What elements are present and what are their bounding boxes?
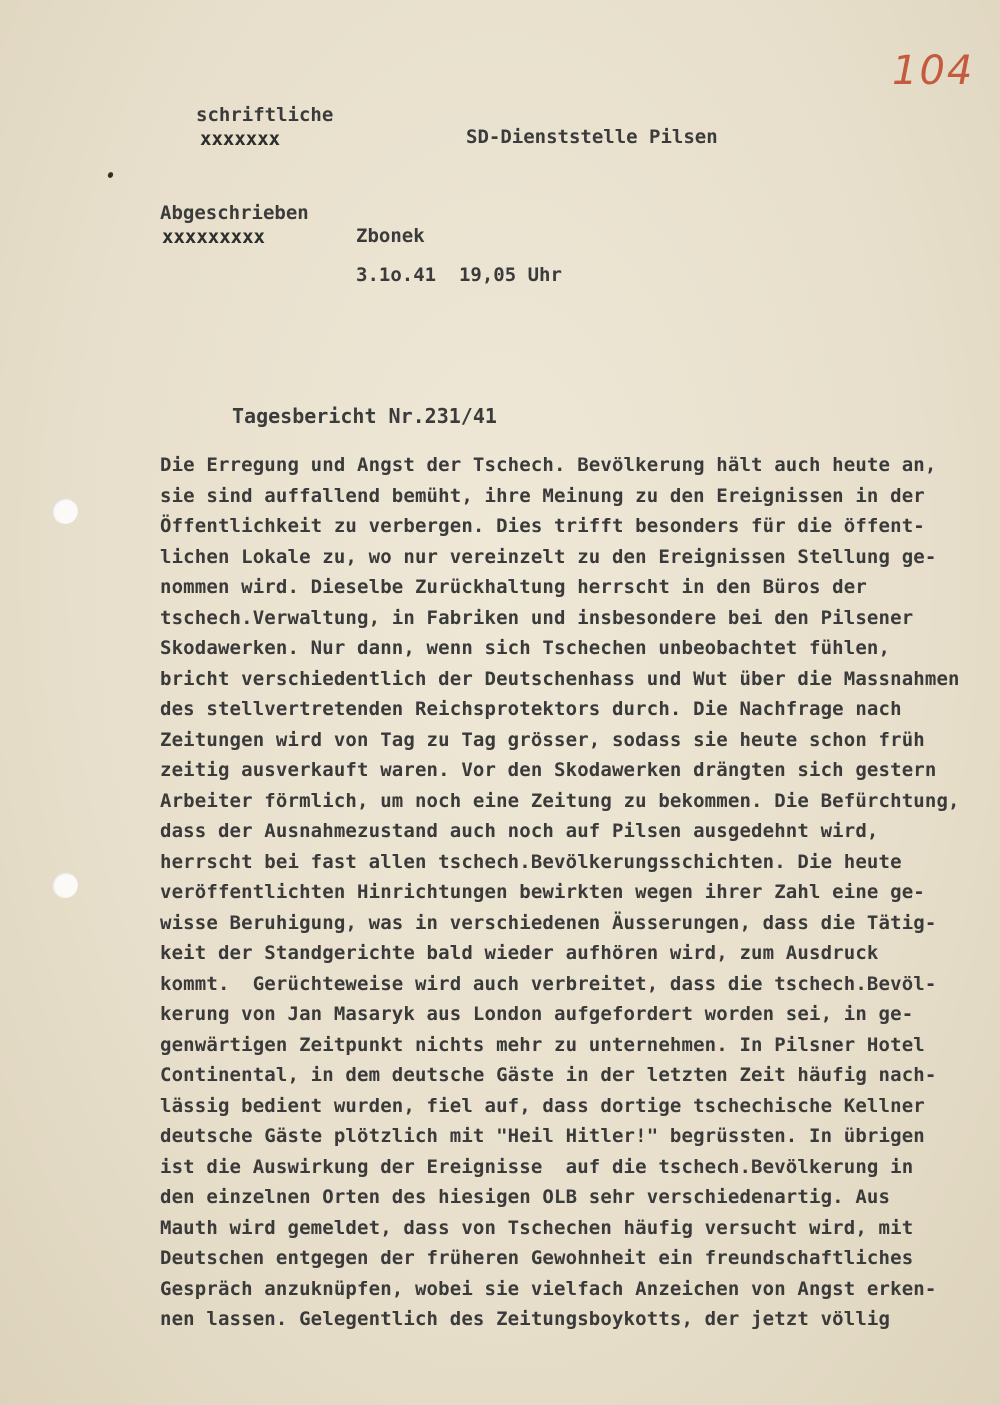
- body-line: Öffentlichkeit zu verbergen. Dies trifft besonders für die öffent-: [160, 515, 925, 537]
- body-line: kommt. Gerüchteweise wird auch verbreitet, dass die tschech.Bevöl-: [160, 972, 937, 995]
- body-line: Die Erregung und Angst der Tschech. Bevölkerung hält auch heute an,: [160, 454, 937, 476]
- body-line: genwärtigen Zeitpunkt nichts mehr zu unternehmen. In Pilsner Hotel: [160, 1033, 925, 1056]
- body-line: Deutschen entgegen der früheren Gewohnheit ein freundschaftliches: [160, 1247, 914, 1269]
- body-line: des stellvertretenden Reichsprotektors durch. Die Nachfrage nach: [160, 698, 902, 720]
- header-left-label: schriftliche: [196, 104, 334, 126]
- office-name: SD-Dienststelle Pilsen: [466, 126, 718, 148]
- body-line: tschech.Verwaltung, in Fabriken und insbesondere bei den Pilsener: [160, 606, 914, 629]
- punch-hole-top: [52, 498, 78, 524]
- author-name: Zbonek: [356, 225, 425, 247]
- ink-mark: [107, 171, 114, 179]
- body-line: lichen Lokale zu, wo nur vereinzelt zu den Ereignissen Stellung ge-: [160, 545, 937, 568]
- body-line: nommen wird. Dieselbe Zurückhaltung herrscht in den Büros der: [160, 576, 867, 598]
- punch-hole-bottom: [52, 872, 78, 898]
- body-line: lässig bedient wurden, fiel auf, dass dortige tschechische Kellner: [160, 1094, 925, 1117]
- body-line: Arbeiter förmlich, um noch eine Zeitung zu bekommen. Die Befürchtung,: [160, 789, 960, 812]
- body-line: Skodawerken. Nur dann, wenn sich Tschechen unbeobachtet fühlen,: [160, 637, 891, 659]
- body-line: kerung von Jan Masaryk aus London aufgefordert worden sei, in ge-: [160, 1003, 914, 1025]
- report-date-time: 3.1o.41 19,05 Uhr: [356, 264, 562, 286]
- body-line: Mauth wird gemeldet, dass von Tschechen häufig versucht wird, mit: [160, 1216, 914, 1239]
- body-line: den einzelnen Orten des hiesigen OLB sehr verschiedenartig. Aus: [160, 1186, 891, 1208]
- body-line: keit der Standgerichte bald wieder aufhören wird, zum Ausdruck: [160, 942, 879, 964]
- report-title: Tagesbericht Nr.231/41: [232, 404, 497, 428]
- handwritten-page-number: 104: [892, 48, 975, 94]
- body-line: deutsche Gäste plötzlich mit "Heil Hitler!" begrüssten. In übrigen: [160, 1125, 925, 1147]
- body-line: Continental, in dem deutsche Gäste in der letzten Zeit häufig nach-: [160, 1064, 937, 1086]
- body-line: Zeitungen wird von Tag zu Tag grösser, sodass sie heute schon früh: [160, 728, 925, 751]
- body-line: ist die Auswirkung der Ereignisse auf die tschech.Bevölkerung in: [160, 1155, 914, 1178]
- body-line: wisse Beruhigung, was in verschiedenen Äusserungen, dass die Tätig-: [160, 911, 937, 934]
- status-label: Abgeschrieben: [160, 202, 309, 224]
- body-line: sie sind auffallend bemüht, ihre Meinung zu den Ereignissen in der: [160, 484, 925, 507]
- body-line: veröffentlichten Hinrichtungen bewirkten wegen ihrer Zahl eine ge-: [160, 881, 925, 903]
- body-line: zeitig ausverkauft waren. Vor den Skodawerken drängten sich gestern: [160, 759, 937, 781]
- status-struck-text: xxxxxxxxx: [162, 226, 265, 248]
- body-line: bricht verschiedentlich der Deutschenhass und Wut über die Massnahmen: [160, 667, 960, 690]
- report-body: [160, 450, 1000, 1335]
- header-struck-text: xxxxxxx: [200, 128, 281, 150]
- body-line: nen lassen. Gelegentlich des Zeitungsboykotts, der jetzt völlig: [160, 1308, 891, 1330]
- body-line: dass der Ausnahmezustand auch noch auf Pilsen ausgedehnt wird,: [160, 820, 879, 842]
- body-line: Gespräch anzuknüpfen, wobei sie vielfach Anzeichen von Angst erken-: [160, 1277, 937, 1300]
- body-line: herrscht bei fast allen tschech.Bevölkerungsschichten. Die heute: [160, 850, 902, 873]
